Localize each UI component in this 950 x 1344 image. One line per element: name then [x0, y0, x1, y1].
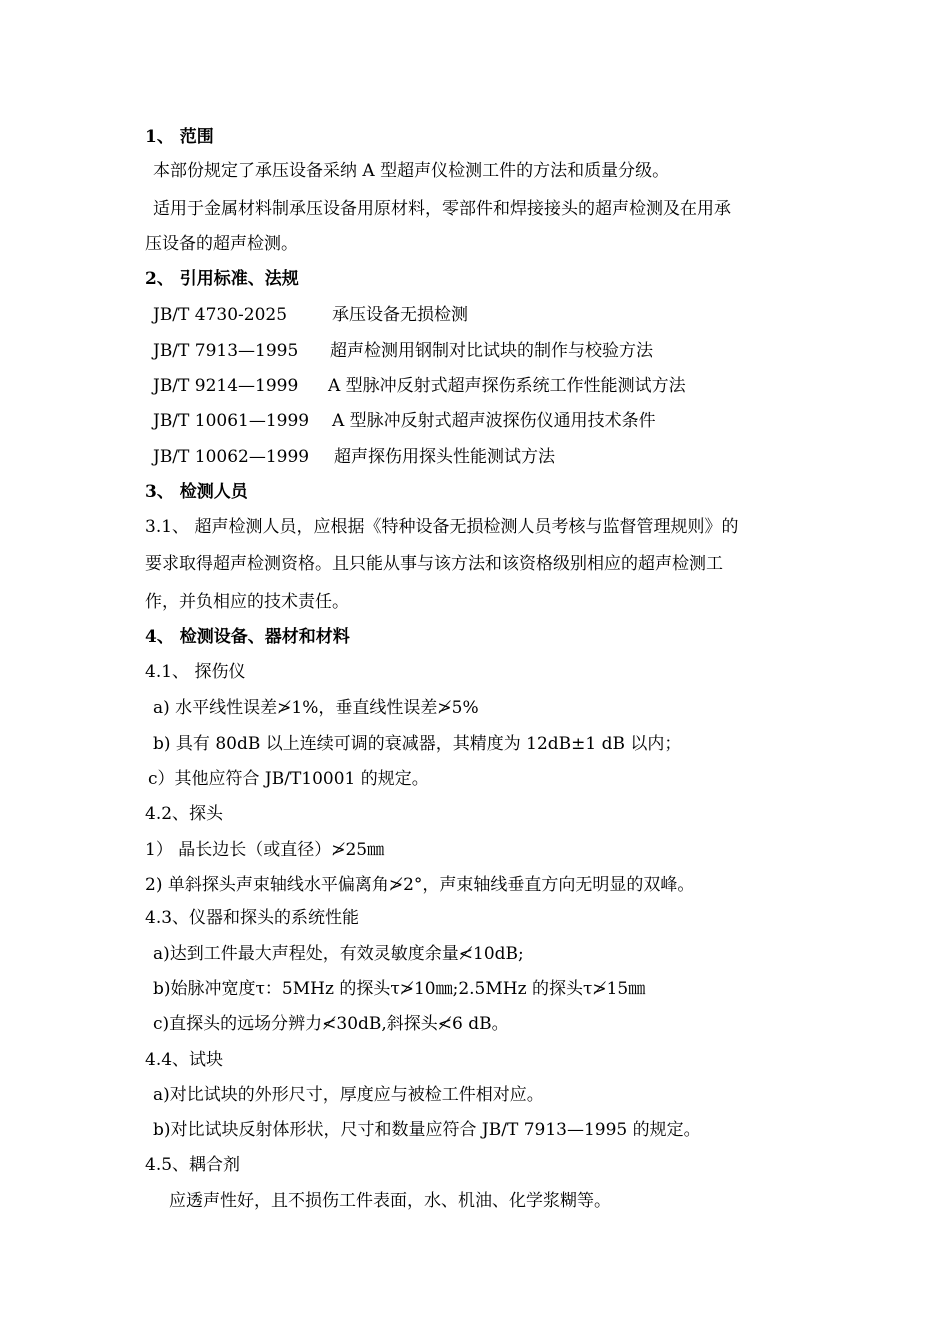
reference-code: JB/T 4730-2025 — [153, 305, 288, 325]
subsection-4-5-title: 4.5、耦合剂 — [145, 1155, 241, 1175]
section-3-paragraph: 要求取得超声检测资格。且只能从事与该方法和该资格级别相应的超声检测工 — [145, 554, 723, 574]
reference-code: JB/T 10061—1999 — [153, 411, 310, 431]
reference-title: 超声检测用钢制对比试块的制作与校验方法 — [330, 341, 653, 361]
subsection-4-3-title: 4.3、仪器和探头的系统性能 — [145, 908, 360, 928]
subsection-4-2-title: 4.2、探头 — [145, 804, 224, 824]
section-3-paragraph: 3.1、 超声检测人员，应根据《特种设备无损检测人员考核与监督管理规则》的 — [145, 517, 739, 537]
section-1-paragraph: 本部份规定了承压设备采纳 A 型超声仪检测工件的方法和质量分级。 — [153, 161, 670, 181]
list-item: a)对比试块的外形尺寸，厚度应与被检工件相对应。 — [153, 1085, 544, 1105]
reference-code: JB/T 7913—1995 — [153, 341, 299, 361]
list-item: 2) 单斜探头声束轴线水平偏离角≯2°，声束轴线垂直方向无明显的双峰。 — [145, 875, 695, 895]
subsection-4-4-title: 4.4、试块 — [145, 1050, 224, 1070]
list-item: c)直探头的远场分辨力≮30dB,斜探头≮6 dB。 — [153, 1014, 509, 1034]
reference-code: JB/T 9214—1999 — [153, 376, 299, 396]
reference-title: A 型脉冲反射式超声波探伤仪通用技术条件 — [332, 411, 656, 431]
list-item: c）其他应符合 JB/T10001 的规定。 — [148, 769, 429, 789]
list-item: b)对比试块反射体形状，尺寸和数量应符合 JB/T 7913—1995 的规定。 — [153, 1120, 701, 1140]
section-4-5-paragraph: 应透声性好，且不损伤工件表面，水、机油、化学浆糊等。 — [169, 1191, 611, 1211]
reference-code: JB/T 10062—1999 — [153, 447, 310, 467]
section-3-paragraph: 作，并负相应的技术责任。 — [145, 592, 349, 612]
list-item: a)达到工件最大声程处，有效灵敏度余量≮10dB; — [153, 944, 524, 964]
section-4-heading: 4、 检测设备、器材和材料 — [145, 627, 350, 647]
list-item: 1） 晶长边长（或直径）≯25㎜ — [145, 840, 385, 860]
reference-title: 承压设备无损检测 — [332, 305, 468, 325]
section-1-paragraph: 压设备的超声检测。 — [145, 234, 298, 254]
list-item: b)始脉冲宽度τ：5MHz 的探头τ≯10㎜;2.5MHz 的探头τ≯15㎜ — [153, 979, 646, 999]
list-item: b) 具有 80dB 以上连续可调的衰减器，其精度为 12dB±1 dB 以内； — [153, 734, 682, 754]
section-1-paragraph: 适用于金属材料制承压设备用原材料，零部件和焊接接头的超声检测及在用承 — [153, 199, 731, 219]
reference-title: A 型脉冲反射式超声探伤系统工作性能测试方法 — [328, 376, 686, 396]
section-2-heading: 2、 引用标准、法规 — [145, 269, 299, 289]
list-item: a) 水平线性误差≯1%，垂直线性误差≯5% — [153, 698, 479, 718]
subsection-4-1-title: 4.1、 探伤仪 — [145, 662, 246, 682]
reference-title: 超声探伤用探头性能测试方法 — [334, 447, 555, 467]
section-3-heading: 3、 检测人员 — [145, 482, 248, 502]
section-1-heading: 1、 范围 — [145, 127, 214, 147]
